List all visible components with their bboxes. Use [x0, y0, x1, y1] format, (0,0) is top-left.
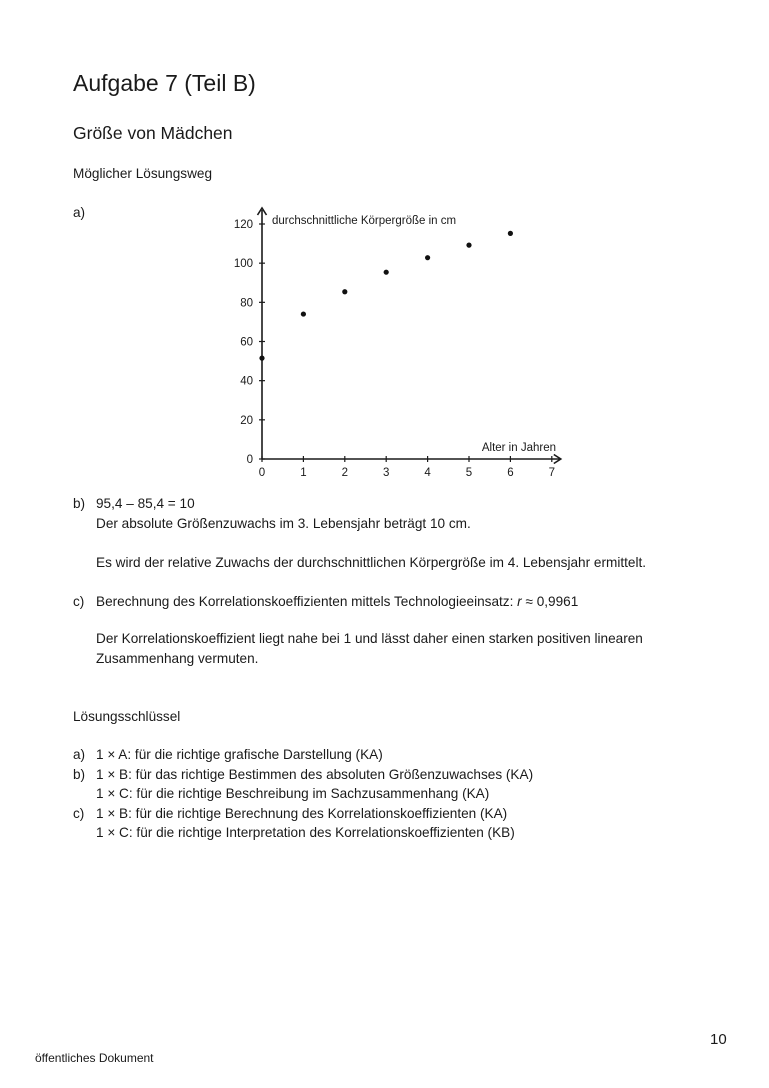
page-title: Aufgabe 7 (Teil B): [73, 70, 256, 96]
part-b-description: Es wird der relative Zuwachs der durchschnittlichen Körpergröße im 4. Lebensjahr ermittelt.: [96, 555, 647, 570]
data-point: [384, 270, 389, 275]
key-b-label: b): [73, 767, 86, 782]
x-tick-label: 3: [382, 467, 390, 479]
part-c-interpretation-line2: Zusammenhang vermuten.: [96, 651, 259, 666]
chart-axes: [258, 208, 561, 464]
part-c-calc-value: ≈ 0,9961: [521, 594, 579, 609]
part-a-label: a): [73, 205, 86, 220]
x-tick-label: 1: [300, 467, 307, 479]
part-b-label: b): [73, 496, 86, 511]
x-axis-title: Alter in Jahren: [481, 442, 556, 454]
y-tick-label: 20: [240, 414, 253, 427]
part-c-interpretation-line1: Der Korrelationskoeffizient liegt nahe bei 1 und lässt daher einen starken positiven linearen: [96, 631, 643, 646]
y-tick-label: 60: [240, 336, 253, 349]
y-tick-label: 100: [233, 258, 253, 271]
part-c-label: c): [73, 594, 85, 609]
key-b-item-1: 1 × B: für das richtige Bestimmen des absoluten Größenzuwachses (KA): [96, 767, 534, 782]
solution-heading: Möglicher Lösungsweg: [73, 166, 213, 181]
x-tick-label: 5: [465, 467, 473, 479]
part-c-calculation: [96, 594, 578, 609]
data-point: [259, 356, 264, 361]
data-point: [301, 311, 306, 316]
y-tick-label: 120: [233, 219, 253, 231]
y-tick-label: 0: [246, 454, 253, 466]
data-point: [425, 255, 430, 260]
section-subtitle: Größe von Mädchen: [73, 123, 233, 143]
x-tick-label: 4: [424, 467, 431, 479]
key-b-item-2: 1 × C: für die richtige Beschreibung im Sachzusammenhang (KA): [96, 786, 490, 801]
key-c-item-1: 1 × B: für die richtige Berechnung des Korrelationskoeffizienten (KA): [96, 806, 508, 821]
chart-ticks: [234, 219, 555, 479]
key-a-item: 1 × A: für die richtige grafische Darstellung (KA): [96, 747, 383, 762]
document-status: öffentliches Dokument: [35, 1051, 154, 1065]
scatter-chart: [225, 202, 575, 482]
data-point: [508, 231, 513, 236]
chart-points: [259, 231, 513, 361]
x-tick-label: 2: [341, 467, 349, 479]
key-c-label: c): [73, 806, 85, 821]
part-c-calc-text: Berechnung des Korrelationskoeffizienten mittels Technologieeinsatz:: [96, 594, 518, 609]
part-b-result: Der absolute Größenzuwachs im 3. Lebensjahr beträgt 10 cm.: [96, 516, 471, 531]
y-axis-title: durchschnittliche Körpergröße in cm: [272, 215, 457, 227]
key-a-label: a): [73, 747, 86, 762]
data-point: [342, 289, 347, 294]
page-number: 10: [710, 1031, 727, 1048]
y-tick-label: 80: [240, 297, 253, 310]
key-c-item-2: 1 × C: für die richtige Interpretation des Korrelationskoeffizienten (KB): [96, 825, 515, 840]
x-tick-label: 7: [548, 467, 556, 479]
key-heading: Lösungsschlüssel: [73, 709, 181, 724]
part-c-variable: r: [517, 594, 522, 609]
data-point: [466, 243, 471, 248]
x-tick-label: 0: [258, 467, 266, 479]
part-b-calculation: 95,4 – 85,4 = 10: [96, 496, 195, 511]
y-tick-label: 40: [240, 375, 253, 388]
x-tick-label: 6: [507, 467, 514, 479]
